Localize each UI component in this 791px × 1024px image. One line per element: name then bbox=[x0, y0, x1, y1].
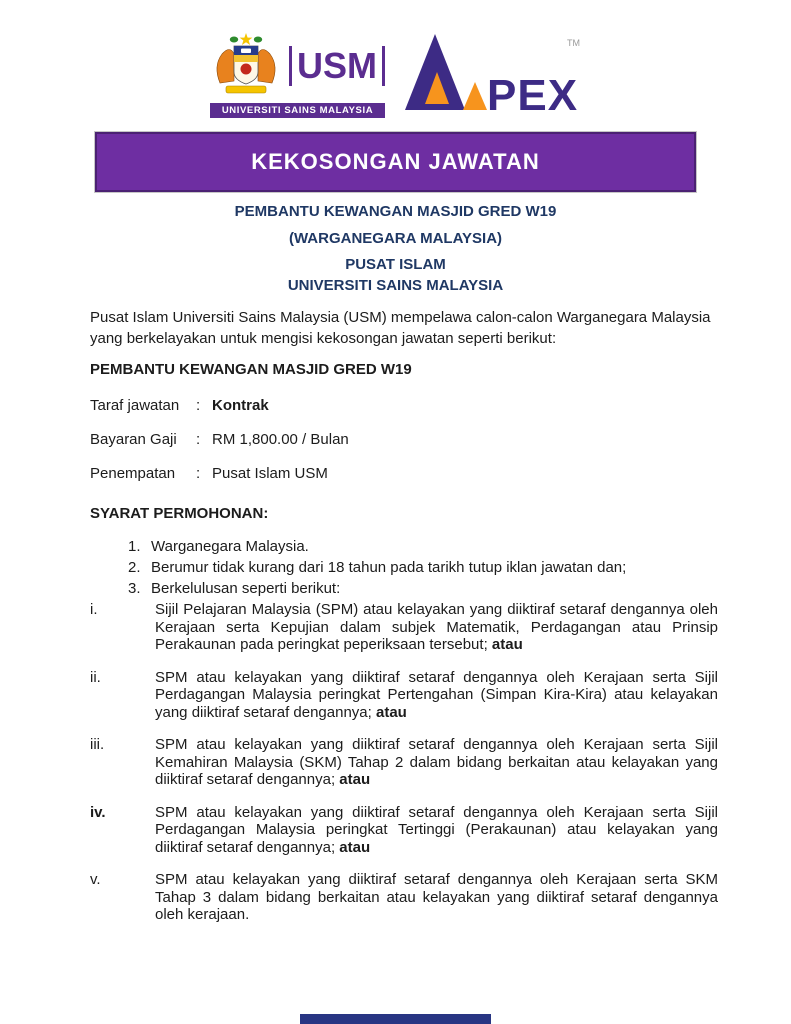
list-item bbox=[128, 557, 718, 578]
apex-letters: PEX bbox=[487, 71, 579, 114]
position-title: PEMBANTU KEWANGAN MASJID GRED W19 bbox=[90, 361, 412, 378]
list-item bbox=[128, 578, 718, 599]
roman-item bbox=[90, 736, 718, 789]
detail-label: Penempatan bbox=[90, 465, 176, 482]
apex-tm-mark: TM bbox=[567, 38, 580, 48]
detail-row bbox=[90, 463, 718, 484]
heading-block bbox=[0, 204, 791, 294]
detail-value: RM 1,800.00 / Bulan bbox=[212, 431, 349, 448]
heading-line-2: (WARGANEGARA MALAYSIA) bbox=[288, 230, 503, 247]
heading-line-1: PEMBANTU KEWANGAN MASJID GRED W19 bbox=[234, 203, 557, 220]
list-text: Warganegara Malaysia. bbox=[151, 538, 309, 555]
intro-paragraph: Pusat Islam Universiti Sains Malaysia (USM) mempelawa calon-calon Warganegara Malaysia yang berkelayakan untuk mengisi kekosongan jawatan seperti berikut: bbox=[90, 309, 711, 347]
detail-row bbox=[90, 395, 718, 416]
roman-text: SPM atau kelayakan yang diiktiraf setaraf dengannya oleh Kerajaan serta Sijil Perdagangan Malaysia peringkat Tertinggi (Perakaunan) atau kelayakan yang diiktiraf setaraf dengannya; atau bbox=[155, 803, 718, 856]
details-list bbox=[90, 395, 718, 497]
roman-item bbox=[90, 669, 718, 722]
detail-separator: : bbox=[196, 465, 201, 482]
list-marker: 3. bbox=[128, 580, 141, 597]
roman-list bbox=[90, 601, 718, 939]
detail-label: Taraf jawatan bbox=[90, 397, 180, 414]
usm-crest-icon bbox=[210, 32, 282, 99]
heading-line-4: UNIVERSITI SAINS MALAYSIA bbox=[287, 277, 504, 294]
atau-bold: atau bbox=[491, 636, 523, 653]
detail-row bbox=[90, 429, 718, 450]
detail-label: Bayaran Gaji bbox=[90, 431, 177, 448]
usm-logo bbox=[210, 32, 385, 118]
numbered-list bbox=[90, 536, 718, 599]
detail-separator: : bbox=[196, 397, 201, 414]
detail-value: Kontrak bbox=[212, 397, 269, 414]
roman-marker: ii. bbox=[90, 668, 101, 686]
list-text: Berkelulusan seperti berikut: bbox=[151, 580, 341, 597]
detail-value: Pusat Islam USM bbox=[212, 465, 328, 482]
roman-item bbox=[90, 804, 718, 857]
header-logos bbox=[0, 32, 791, 118]
roman-item bbox=[90, 601, 718, 654]
atau-bold: atau bbox=[339, 838, 371, 856]
roman-marker: iv. bbox=[90, 803, 106, 821]
atau-bold: atau bbox=[339, 771, 371, 788]
roman-marker: v. bbox=[90, 871, 101, 888]
list-marker: 2. bbox=[128, 559, 141, 576]
roman-text: SPM atau kelayakan yang diiktiraf setaraf dengannya oleh Kerajaan serta Sijil Kemahiran Malaysia (SKM) Tahap 2 dalam bidang berkaitan atau kelayakan yang diiktiraf setaraf dengannya; atau bbox=[155, 736, 718, 788]
roman-marker: i. bbox=[90, 601, 98, 618]
list-item bbox=[128, 536, 718, 557]
atau-bold: atau bbox=[375, 703, 407, 721]
list-text: Berumur tidak kurang dari 18 tahun pada tarikh tutup iklan jawatan dan; bbox=[151, 559, 627, 576]
usm-wordmark: USM bbox=[289, 46, 385, 86]
page-title: KEKOSONGAN JAWATAN bbox=[251, 149, 540, 174]
roman-text: Sijil Pelajaran Malaysia (SPM) atau kelayakan yang diiktiraf setaraf dengannya oleh Kerajaan serta Kepujian dalam subjek Matematik, Perdagangan atau Prinsip Perakaunan pada peringkat peperiksaan tersebut; atau bbox=[155, 601, 718, 653]
roman-text: SPM atau kelayakan yang diiktiraf setaraf dengannya oleh Kerajaan serta SKM Tahap 3 dalam bidang berkaitan atau kelayakan yang diiktiraf setaraf dengannya oleh kerajaan. bbox=[155, 871, 718, 923]
detail-separator: : bbox=[196, 431, 201, 448]
roman-marker: iii. bbox=[90, 736, 105, 753]
requirements-heading: SYARAT PERMOHONAN: bbox=[90, 505, 269, 522]
apex-logo-icon bbox=[401, 32, 581, 119]
roman-item bbox=[90, 871, 718, 924]
next-page-edge bbox=[300, 1014, 491, 1024]
usm-subtitle: UNIVERSITI SAINS MALAYSIA bbox=[210, 103, 385, 118]
roman-text: SPM atau kelayakan yang diiktiraf setaraf dengannya oleh Kerajaan serta Sijil Perdagangan Malaysia peringkat Pertengahan (Simpan Kira-Kira) atau kelayakan yang diiktiraf setaraf dengannya; atau bbox=[155, 668, 718, 721]
heading-line-3: PUSAT ISLAM bbox=[345, 256, 446, 273]
title-banner bbox=[95, 132, 696, 192]
list-marker: 1. bbox=[128, 538, 141, 555]
